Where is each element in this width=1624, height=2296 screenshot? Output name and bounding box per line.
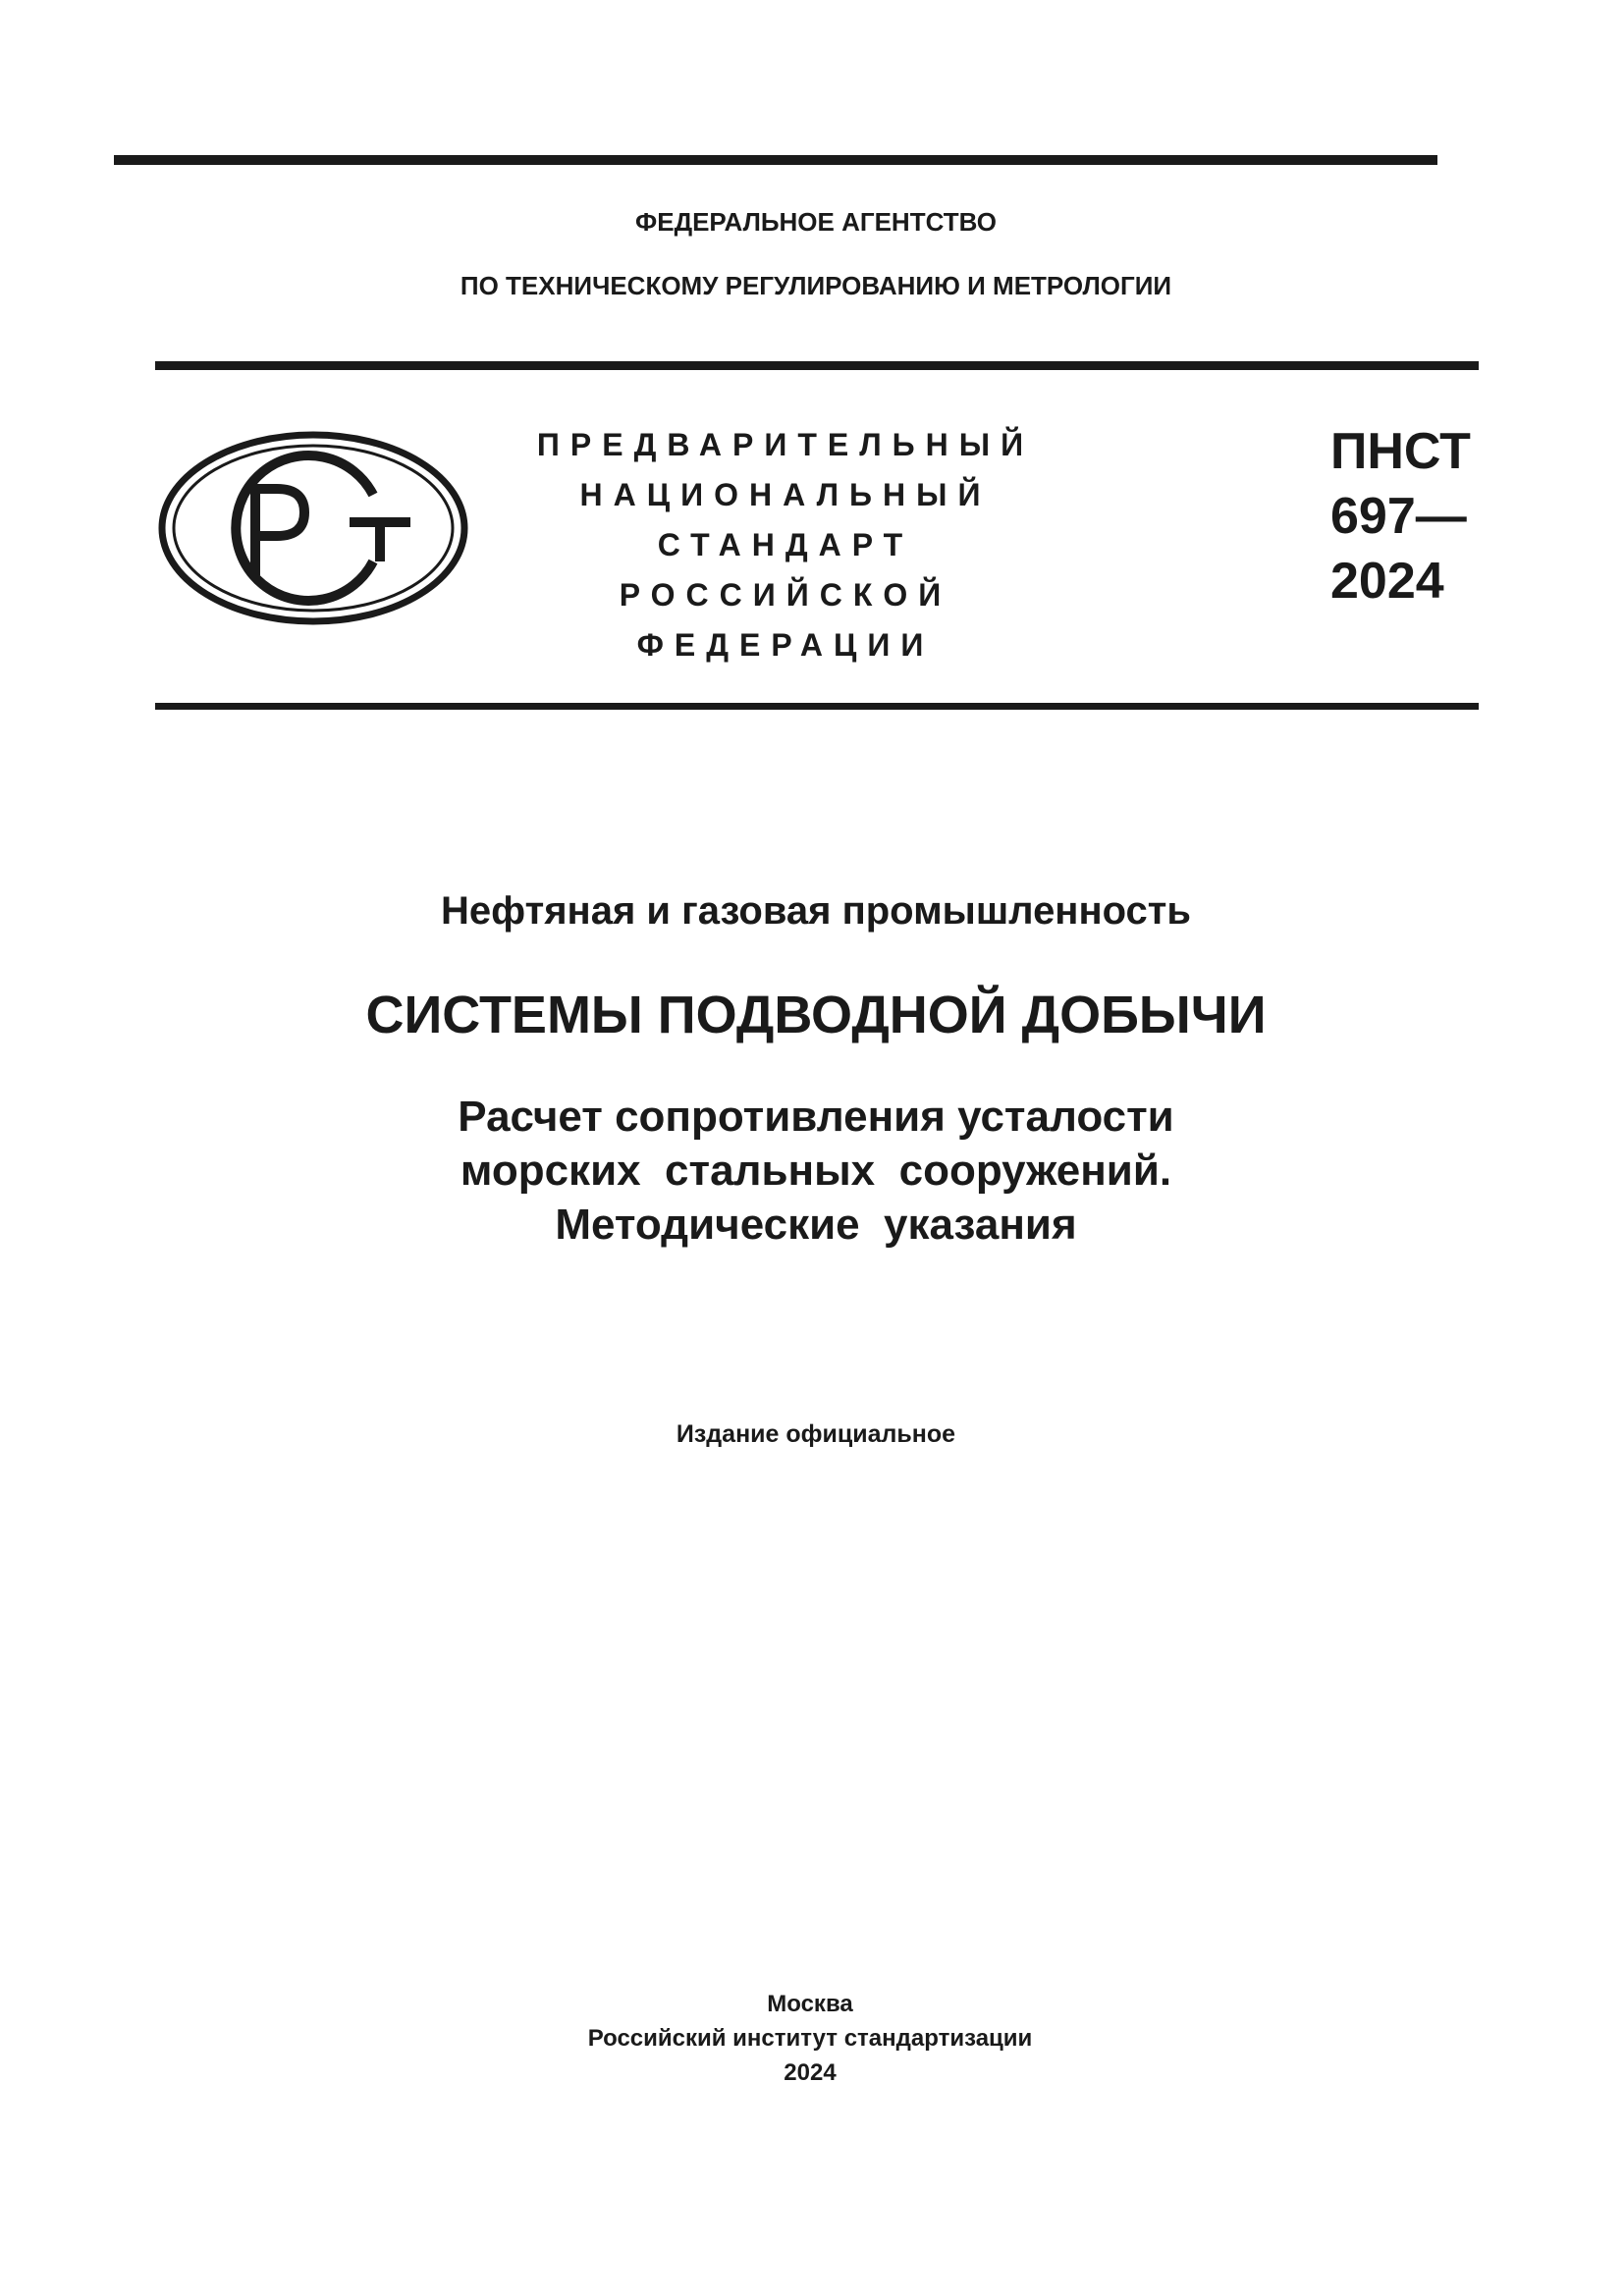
standard-number-value: 697— [1330,488,1467,545]
standard-number-prefix: ПНСТ [1330,423,1471,480]
document-subtitle: Нефтяная и газовая промышленность [441,889,1191,933]
standard-number [1330,419,1471,614]
agency-name-line1: ФЕДЕРАЛЬНОЕ АГЕНТСТВО [635,207,997,237]
standard-type-line: ПРЕДВАРИТЕЛЬНЫЙ [536,427,1035,462]
standard-type-block [491,420,1080,670]
description-line: Расчет сопротивления усталости [458,1093,1174,1141]
standard-type-line: СТАНДАРТ [657,527,914,562]
description-line: морских стальных сооружений. [460,1147,1172,1195]
description-line: Методические указания [555,1201,1077,1249]
top-rule [114,155,1437,165]
imprint-publisher: Российский институт стандартизации [587,2025,1033,2052]
imprint-year: 2024 [784,2059,837,2086]
header-rule [155,361,1479,370]
imprint-city: Москва [767,1991,853,2017]
header-bottom-rule [155,703,1479,710]
document-description [0,1090,1624,1252]
standard-type-line: ФЕДЕРАЦИИ [636,627,935,663]
rst-certification-mark-icon [157,430,469,626]
edition-note: Издание официальное [676,1420,956,1448]
standard-type-line: РОССИЙСКОЙ [619,577,952,613]
agency-name-line2: ПО ТЕХНИЧЕСКОМУ РЕГУЛИРОВАНИЮ И МЕТРОЛОГИИ [460,271,1172,300]
imprint [0,1987,1620,2090]
standard-type-line: НАЦИОНАЛЬНЫЙ [579,477,992,512]
standard-number-year: 2024 [1330,553,1444,610]
document-title: СИСТЕМЫ ПОДВОДНОЙ ДОБЫЧИ [365,986,1267,1044]
